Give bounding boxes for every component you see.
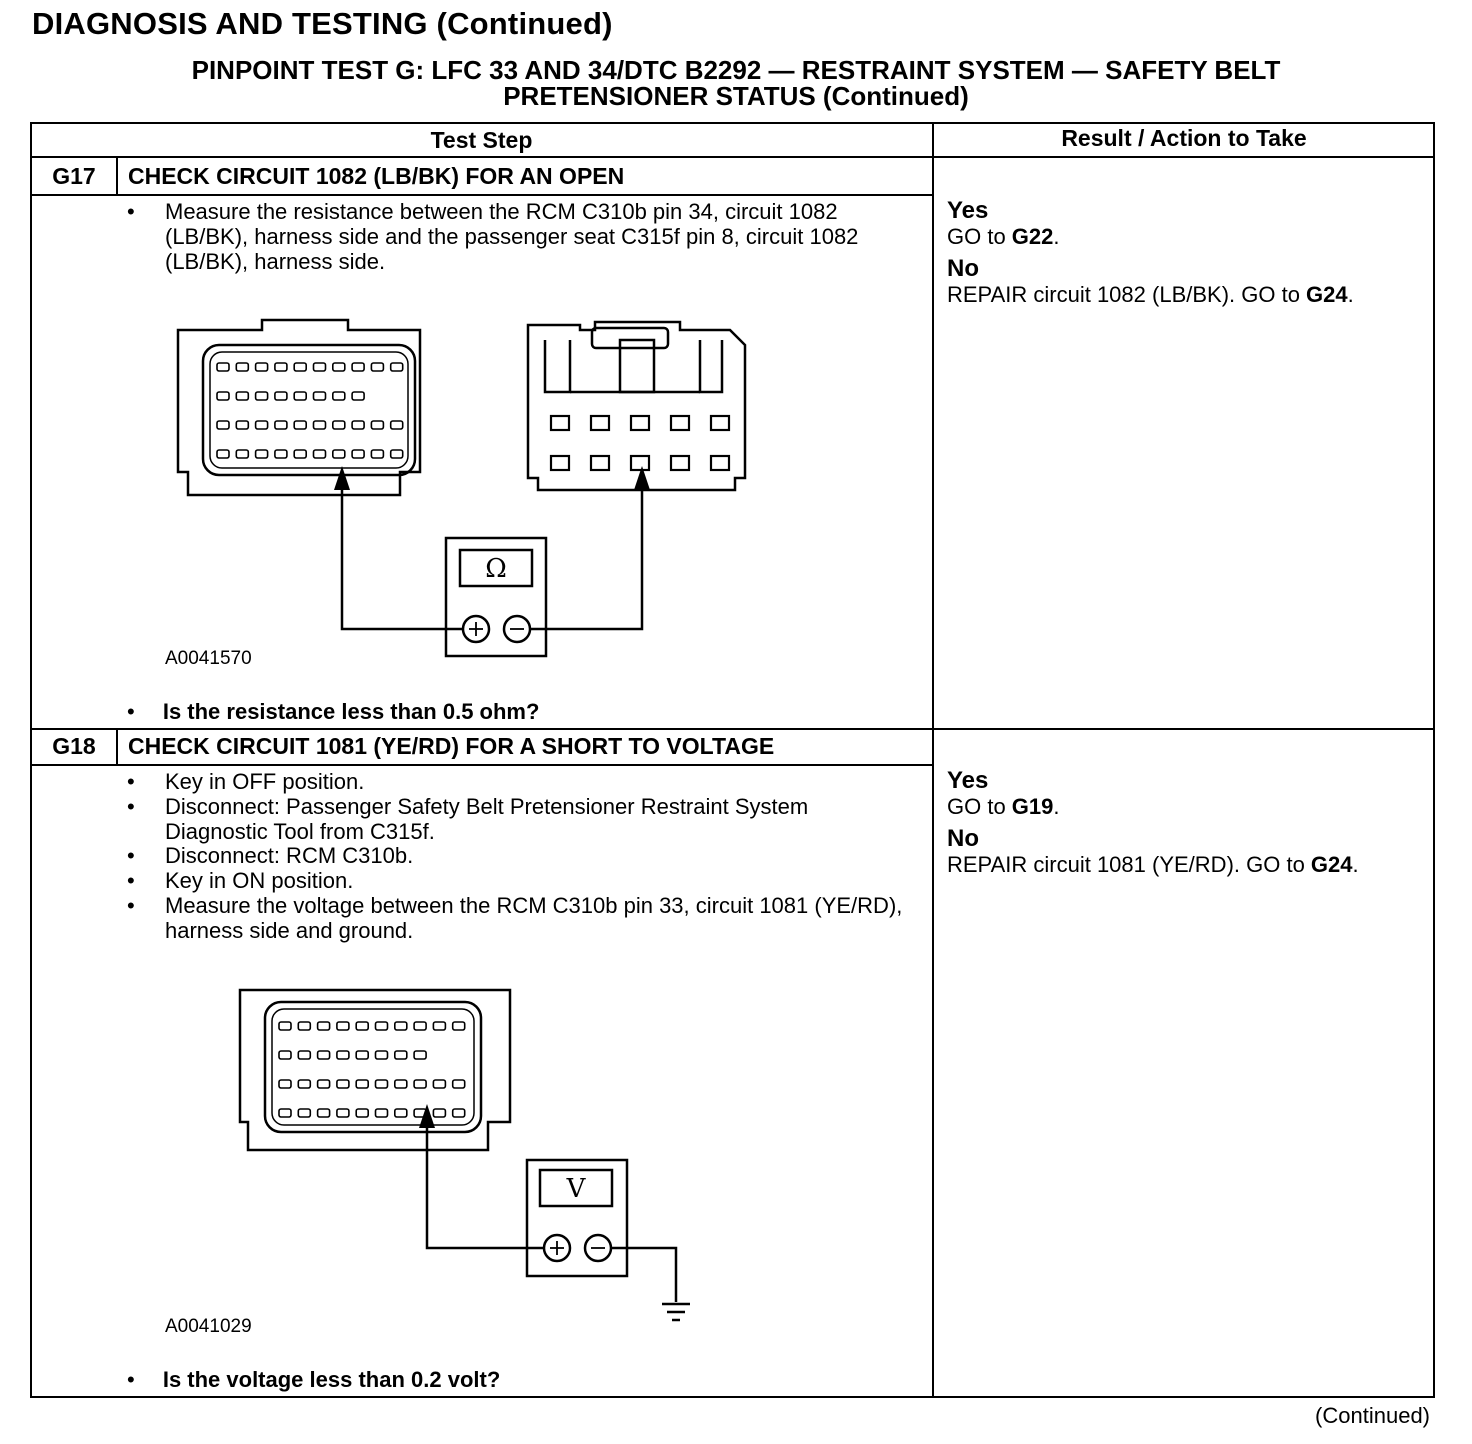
pin-cavity: [318, 1022, 330, 1030]
pin-cavity: [376, 1022, 388, 1030]
list-item: [127, 843, 905, 869]
no-action-text: REPAIR circuit 1081 (YE/RD). GO to: [947, 852, 1311, 877]
list-item: [127, 868, 905, 894]
pin-cavity: [376, 1080, 388, 1088]
pin-cavity: [217, 392, 229, 400]
pin-cavity: [453, 1022, 465, 1030]
list-item: [127, 769, 905, 795]
bullet-dot: •: [127, 868, 135, 894]
g18-top-rule: [30, 728, 1435, 730]
column-divider: [932, 122, 934, 1398]
g18-title-rule: [30, 764, 933, 766]
yes-label: Yes: [947, 767, 989, 794]
g17-id-divider: [116, 157, 118, 195]
header-rule: [30, 156, 1435, 158]
figure-id-g17: A0041570: [165, 648, 252, 669]
pin-cavity: [356, 1109, 368, 1117]
pin-cavity: [236, 421, 248, 429]
instruction-text: Measure the voltage between the RCM C310b pin 33, circuit 1081 (YE/RD), harness side and ground.: [165, 892, 903, 943]
test-title-line-2: PRETENSIONER STATUS (Continued): [503, 81, 969, 111]
pin-cavity: [275, 392, 287, 400]
g18-figure-voltage-measurement: [0, 970, 700, 1330]
pin-cavity: [414, 1080, 426, 1088]
pin-cavity: [453, 1080, 465, 1088]
yes-action-ref: G22: [1011, 224, 1054, 249]
yes-action: [947, 225, 1427, 249]
pin-cavity: [333, 363, 345, 371]
pin-cavity: [337, 1080, 349, 1088]
pin-cavity: [279, 1022, 291, 1030]
pin-cavity: [318, 1051, 330, 1059]
pin-cavity: [395, 1109, 407, 1117]
figure-id-g18: A0041029: [165, 1316, 252, 1337]
bullet-dot: •: [127, 843, 135, 869]
pin-cavity: [298, 1109, 310, 1117]
seat-pin-cavity: [591, 416, 609, 430]
step-title-g17: CHECK CIRCUIT 1082 (LB/BK) FOR AN OPEN: [128, 163, 625, 189]
pin-cavity: [414, 1022, 426, 1030]
no-label: No: [947, 825, 979, 852]
pin-cavity: [275, 421, 287, 429]
g17-result: [947, 197, 1427, 313]
pin-cavity: [333, 421, 345, 429]
instruction-text: Disconnect: Passenger Safety Belt Pretensioner Restraint System Diagnostic Tool from C315f.: [165, 793, 809, 844]
pin-cavity: [333, 450, 345, 458]
yes-action-ref: G19: [1011, 794, 1054, 819]
g17-instructions: [127, 199, 905, 274]
bullet-dot: •: [127, 1367, 135, 1392]
pin-cavity: [333, 392, 345, 400]
pin-cavity: [217, 363, 229, 371]
header-result-action: Result / Action to Take: [1061, 125, 1307, 151]
pin-cavity: [433, 1080, 445, 1088]
g17-title-rule: [30, 194, 933, 196]
pin-cavity: [395, 1022, 407, 1030]
pin-cavity: [256, 450, 268, 458]
pin-cavity: [294, 450, 306, 458]
pin-cavity: [453, 1109, 465, 1117]
pin-cavity: [314, 421, 326, 429]
step-id-g18: G18: [52, 733, 96, 759]
no-action-ref: G24: [1310, 852, 1353, 877]
pin-cavity: [433, 1109, 445, 1117]
pin-cavity: [352, 421, 364, 429]
pin-cavity: [314, 363, 326, 371]
pinpoint-test-title: [40, 57, 1432, 109]
pin-cavity: [337, 1022, 349, 1030]
header-test-step: Test Step: [430, 127, 533, 153]
bullet-dot: •: [127, 699, 135, 724]
seat-pin-cavity: [551, 416, 569, 430]
pin-cavity: [395, 1080, 407, 1088]
pin-cavity: [318, 1109, 330, 1117]
g18-instructions: [127, 769, 905, 944]
seat-pin-cavity: [671, 456, 689, 470]
instruction-text: Measure the resistance between the RCM C310b pin 34, circuit 1082 (LB/BK), harness side and the passenger seat C315f pin 8, circuit 1082 (LB/BK), harness side.: [165, 199, 859, 274]
g17-figure-resistance-measurement: [0, 300, 700, 660]
g17-question: [127, 699, 539, 725]
pin-cavity: [414, 1051, 426, 1059]
pin-cavity: [356, 1022, 368, 1030]
no-action-end: .: [1352, 852, 1359, 877]
pin-cavity: [256, 363, 268, 371]
pin-cavity: [294, 392, 306, 400]
seat-pin-cavity: [551, 456, 569, 470]
pin-cavity: [236, 450, 248, 458]
pin-cavity: [376, 1109, 388, 1117]
pin-cavity: [256, 392, 268, 400]
pin-cavity: [217, 421, 229, 429]
instruction-text: Key in OFF position.: [165, 769, 365, 794]
question-text: Is the resistance less than 0.5 ohm?: [162, 699, 540, 724]
pin-cavity: [371, 450, 383, 458]
step-title-g18: CHECK CIRCUIT 1081 (YE/RD) FOR A SHORT TO VOLTAGE: [128, 733, 775, 759]
g18-result: [947, 767, 1427, 883]
no-action-end: .: [1347, 282, 1354, 307]
list-item: [127, 199, 905, 274]
list-item: [127, 892, 905, 944]
pin-cavity: [279, 1109, 291, 1117]
pin-cavity: [352, 392, 364, 400]
pin-cavity: [352, 363, 364, 371]
pin-cavity: [356, 1051, 368, 1059]
pin-cavity: [217, 450, 229, 458]
no-label: No: [947, 255, 979, 282]
no-action: [947, 853, 1427, 877]
pin-cavity: [391, 363, 403, 371]
step-id-g17: G17: [52, 163, 96, 189]
ohm-symbol: Ω: [485, 554, 507, 584]
pin-cavity: [337, 1051, 349, 1059]
pin-cavity: [433, 1022, 445, 1030]
pin-cavity: [236, 363, 248, 371]
pin-cavity: [356, 1080, 368, 1088]
pin-cavity: [395, 1051, 407, 1059]
pin-cavity: [279, 1080, 291, 1088]
yes-action-end: .: [1053, 224, 1060, 249]
no-action: [947, 283, 1427, 307]
yes-action: [947, 795, 1427, 819]
pin-cavity: [298, 1022, 310, 1030]
continued-note: (Continued): [1315, 1403, 1430, 1428]
question-text: Is the voltage less than 0.2 volt?: [162, 1367, 501, 1392]
bullet-dot: •: [127, 892, 135, 918]
no-action-text: REPAIR circuit 1082 (LB/BK). GO to: [947, 282, 1307, 307]
pin-cavity: [391, 421, 403, 429]
pin-cavity: [275, 363, 287, 371]
seat-pin-cavity: [671, 416, 689, 430]
list-item: [127, 793, 905, 845]
pin-cavity: [376, 1051, 388, 1059]
yes-action-text: GO to: [947, 224, 1012, 249]
bullet-dot: •: [127, 199, 135, 224]
pin-cavity: [294, 421, 306, 429]
pin-cavity: [371, 363, 383, 371]
pin-cavity: [298, 1051, 310, 1059]
pin-cavity: [298, 1080, 310, 1088]
volt-symbol: V: [566, 1174, 586, 1204]
pin-cavity: [314, 392, 326, 400]
pin-cavity: [275, 450, 287, 458]
instruction-text: Disconnect: RCM C310b.: [165, 843, 414, 869]
g18-question: [127, 1367, 500, 1393]
yes-action-text: GO to: [947, 794, 1012, 819]
no-action-ref: G24: [1306, 282, 1348, 307]
pin-cavity: [318, 1080, 330, 1088]
seat-pin-cavity: [631, 456, 649, 470]
page-title: DIAGNOSIS AND TESTING (Continued): [32, 6, 613, 41]
seat-pin-cavity: [631, 416, 649, 430]
yes-label: Yes: [947, 197, 989, 224]
pin-cavity: [371, 421, 383, 429]
pin-cavity: [352, 450, 364, 458]
pin-cavity: [337, 1109, 349, 1117]
pin-cavity: [314, 450, 326, 458]
seat-pin-cavity: [591, 456, 609, 470]
bullet-dot: •: [127, 769, 135, 794]
test-title-line-1: PINPOINT TEST G: LFC 33 AND 34/DTC B2292 — RESTRAINT SYSTEM — SAFETY BELT: [191, 55, 1281, 85]
pin-cavity: [256, 421, 268, 429]
pin-cavity: [236, 392, 248, 400]
instruction-text: Key in ON position.: [165, 868, 354, 894]
pin-cavity: [391, 450, 403, 458]
pin-cavity: [294, 363, 306, 371]
bullet-dot: •: [127, 793, 135, 819]
g18-id-divider: [116, 729, 118, 765]
pin-cavity: [279, 1051, 291, 1059]
yes-action-end: .: [1053, 794, 1060, 819]
